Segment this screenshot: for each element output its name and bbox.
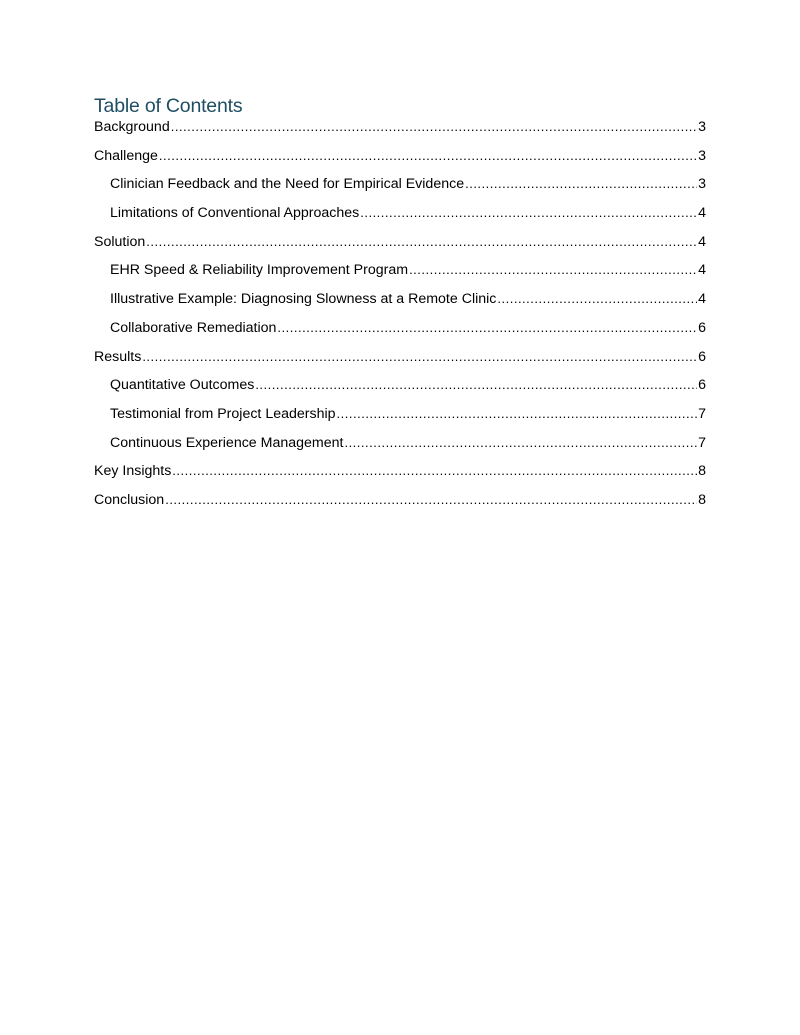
toc-page-number: 4: [698, 205, 706, 222]
toc-dot-leader: [277, 320, 697, 335]
toc-entry-text: Clinician Feedback and the Need for Empirical Evidence: [110, 176, 465, 193]
toc-entry-text: Conclusion: [94, 491, 165, 508]
toc-page-number: 3: [698, 176, 706, 193]
toc-dot-leader: [142, 349, 697, 364]
toc-page-number: 4: [698, 291, 706, 308]
toc-list: [94, 119, 706, 521]
toc-page-number: 3: [698, 119, 706, 135]
toc-entry-limitations[interactable]: [94, 205, 706, 234]
toc-entry-key-insights[interactable]: [94, 463, 706, 492]
toc-entry-ehr-program[interactable]: [94, 262, 706, 291]
toc-dot-leader: [337, 406, 698, 421]
table-of-contents: [94, 93, 706, 521]
toc-entry-text: Challenge: [94, 147, 158, 164]
toc-page-number: 8: [698, 491, 706, 508]
toc-entry-text: EHR Speed & Reliability Improvement Program: [110, 262, 409, 279]
toc-entry-solution[interactable]: [94, 234, 706, 263]
toc-dot-leader: [255, 377, 697, 392]
toc-page-number: 7: [698, 434, 706, 451]
toc-entry-challenge[interactable]: [94, 148, 706, 177]
toc-entry-collaborative-remediation[interactable]: [94, 320, 706, 349]
toc-page-number: 8: [698, 463, 706, 480]
toc-entry-illustrative-example[interactable]: [94, 291, 706, 320]
toc-page-number: 3: [698, 147, 706, 164]
toc-page-number: 4: [698, 262, 706, 279]
toc-dot-leader: [497, 291, 697, 306]
toc-dot-leader: [171, 119, 697, 134]
toc-entry-text: Illustrative Example: Diagnosing Slowness at a Remote Clinic: [110, 291, 497, 308]
toc-entry-text: Results: [94, 348, 142, 365]
toc-page-number: 6: [698, 348, 706, 365]
toc-page-number: 7: [698, 405, 706, 422]
toc-entry-clinician-feedback[interactable]: [94, 176, 706, 205]
toc-entry-text: Testimonial from Project Leadership: [110, 405, 336, 422]
toc-dot-leader: [165, 492, 697, 507]
toc-entry-text: Continuous Experience Management: [110, 434, 344, 451]
toc-entry-results[interactable]: [94, 349, 706, 378]
toc-entry-text: Quantitative Outcomes: [110, 377, 255, 394]
toc-dot-leader: [159, 148, 697, 163]
toc-dot-leader: [409, 262, 697, 277]
toc-page-number: 6: [698, 377, 706, 394]
toc-entry-background[interactable]: [94, 119, 706, 148]
toc-entry-text: Background: [94, 119, 170, 135]
toc-entry-testimonial[interactable]: [94, 406, 706, 435]
toc-entry-text: Limitations of Conventional Approaches: [110, 205, 360, 222]
toc-dot-leader: [146, 234, 697, 249]
toc-title: Table of Contents: [94, 95, 243, 117]
toc-page-number: 4: [698, 233, 706, 250]
toc-entry-continuous-experience[interactable]: [94, 435, 706, 464]
toc-dot-leader: [172, 463, 697, 478]
toc-dot-leader: [360, 205, 697, 220]
toc-dot-leader: [344, 435, 697, 450]
toc-entry-text: Solution: [94, 233, 146, 250]
toc-entry-text: Collaborative Remediation: [110, 319, 277, 336]
toc-entry-conclusion[interactable]: [94, 492, 706, 521]
toc-entry-text: Key Insights: [94, 463, 172, 480]
toc-entry-quantitative-outcomes[interactable]: [94, 377, 706, 406]
toc-dot-leader: [465, 176, 697, 191]
toc-page-number: 6: [698, 319, 706, 336]
